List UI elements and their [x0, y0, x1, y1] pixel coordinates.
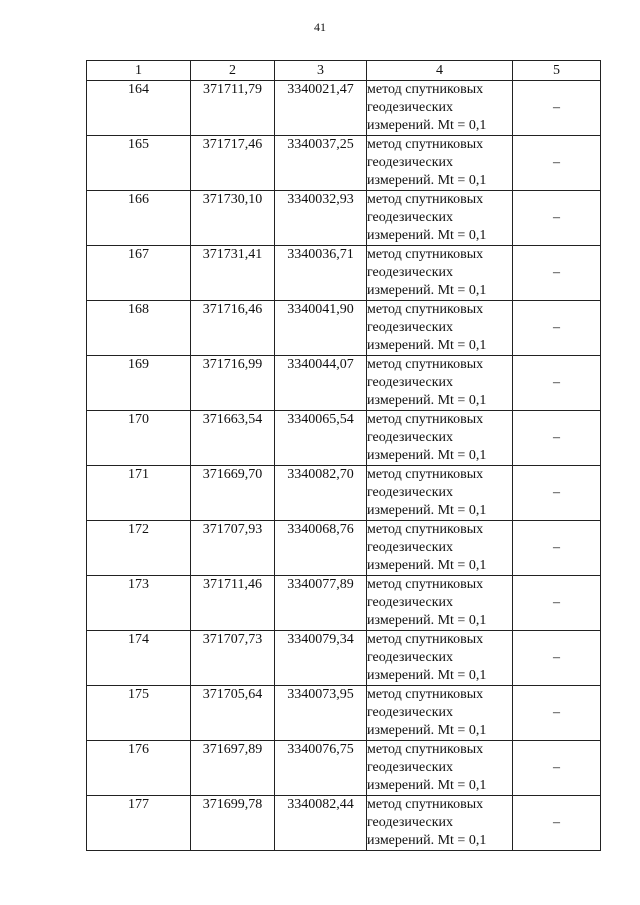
table-row — [87, 136, 601, 191]
point-number-cell: 177 — [87, 796, 191, 851]
method-cell: метод спутниковых геодезических измерений. Mt = 0,1 — [367, 631, 513, 686]
column-5-cell: – — [513, 411, 601, 466]
method-cell: метод спутниковых геодезических измерений. Mt = 0,1 — [367, 686, 513, 741]
point-number-cell: 171 — [87, 466, 191, 521]
x-coordinate-cell: 371731,41 — [191, 246, 275, 301]
column-header: 4 — [367, 61, 513, 81]
y-coordinate-cell: 3340068,76 — [275, 521, 367, 576]
table-row — [87, 576, 601, 631]
method-cell: метод спутниковых геодезических измерений. Mt = 0,1 — [367, 796, 513, 851]
x-coordinate-cell: 371705,64 — [191, 686, 275, 741]
x-coordinate-cell: 371711,79 — [191, 81, 275, 136]
table-row — [87, 81, 601, 136]
y-coordinate-cell: 3340044,07 — [275, 356, 367, 411]
point-number-cell: 169 — [87, 356, 191, 411]
page-number: 41 — [314, 20, 326, 34]
point-number-cell: 174 — [87, 631, 191, 686]
y-coordinate-cell: 3340082,44 — [275, 796, 367, 851]
table-row — [87, 521, 601, 576]
table-row — [87, 466, 601, 521]
column-5-cell: – — [513, 246, 601, 301]
table-body — [87, 81, 601, 851]
method-cell: метод спутниковых геодезических измерений. Mt = 0,1 — [367, 521, 513, 576]
column-5-cell: – — [513, 521, 601, 576]
x-coordinate-cell: 371697,89 — [191, 741, 275, 796]
table-row — [87, 686, 601, 741]
column-header: 3 — [275, 61, 367, 81]
point-number-cell: 165 — [87, 136, 191, 191]
method-cell: метод спутниковых геодезических измерений. Mt = 0,1 — [367, 191, 513, 246]
y-coordinate-cell: 3340076,75 — [275, 741, 367, 796]
x-coordinate-cell: 371716,99 — [191, 356, 275, 411]
table-row — [87, 356, 601, 411]
table-header-row — [87, 61, 601, 81]
x-coordinate-cell: 371717,46 — [191, 136, 275, 191]
column-5-cell: – — [513, 356, 601, 411]
column-5-cell: – — [513, 686, 601, 741]
y-coordinate-cell: 3340082,70 — [275, 466, 367, 521]
point-number-cell: 164 — [87, 81, 191, 136]
y-coordinate-cell: 3340073,95 — [275, 686, 367, 741]
x-coordinate-cell: 371669,70 — [191, 466, 275, 521]
column-5-cell: – — [513, 466, 601, 521]
point-number-cell: 167 — [87, 246, 191, 301]
column-5-cell: – — [513, 191, 601, 246]
method-cell: метод спутниковых геодезических измерений. Mt = 0,1 — [367, 411, 513, 466]
table-row — [87, 246, 601, 301]
coordinates-table — [86, 60, 601, 851]
column-5-cell: – — [513, 81, 601, 136]
column-header: 5 — [513, 61, 601, 81]
method-cell: метод спутниковых геодезических измерений. Mt = 0,1 — [367, 136, 513, 191]
x-coordinate-cell: 371707,93 — [191, 521, 275, 576]
column-5-cell: – — [513, 136, 601, 191]
table-row — [87, 796, 601, 851]
y-coordinate-cell: 3340079,34 — [275, 631, 367, 686]
method-cell: метод спутниковых геодезических измерений. Mt = 0,1 — [367, 246, 513, 301]
column-5-cell: – — [513, 741, 601, 796]
table-row — [87, 301, 601, 356]
table-row — [87, 631, 601, 686]
point-number-cell: 176 — [87, 741, 191, 796]
table-row — [87, 411, 601, 466]
point-number-cell: 173 — [87, 576, 191, 631]
y-coordinate-cell: 3340041,90 — [275, 301, 367, 356]
method-cell: метод спутниковых геодезических измерений. Mt = 0,1 — [367, 301, 513, 356]
method-cell: метод спутниковых геодезических измерений. Mt = 0,1 — [367, 741, 513, 796]
method-cell: метод спутниковых геодезических измерений. Mt = 0,1 — [367, 576, 513, 631]
y-coordinate-cell: 3340032,93 — [275, 191, 367, 246]
table-row — [87, 741, 601, 796]
y-coordinate-cell: 3340065,54 — [275, 411, 367, 466]
x-coordinate-cell: 371730,10 — [191, 191, 275, 246]
method-cell: метод спутниковых геодезических измерений. Mt = 0,1 — [367, 466, 513, 521]
x-coordinate-cell: 371663,54 — [191, 411, 275, 466]
point-number-cell: 175 — [87, 686, 191, 741]
point-number-cell: 166 — [87, 191, 191, 246]
column-5-cell: – — [513, 301, 601, 356]
x-coordinate-cell: 371699,78 — [191, 796, 275, 851]
point-number-cell: 172 — [87, 521, 191, 576]
x-coordinate-cell: 371707,73 — [191, 631, 275, 686]
method-cell: метод спутниковых геодезических измерений. Mt = 0,1 — [367, 81, 513, 136]
y-coordinate-cell: 3340036,71 — [275, 246, 367, 301]
point-number-cell: 168 — [87, 301, 191, 356]
table-row — [87, 191, 601, 246]
column-header: 1 — [87, 61, 191, 81]
column-5-cell: – — [513, 631, 601, 686]
method-cell: метод спутниковых геодезических измерений. Mt = 0,1 — [367, 356, 513, 411]
y-coordinate-cell: 3340077,89 — [275, 576, 367, 631]
point-number-cell: 170 — [87, 411, 191, 466]
column-header: 2 — [191, 61, 275, 81]
y-coordinate-cell: 3340037,25 — [275, 136, 367, 191]
y-coordinate-cell: 3340021,47 — [275, 81, 367, 136]
column-5-cell: – — [513, 576, 601, 631]
column-5-cell: – — [513, 796, 601, 851]
x-coordinate-cell: 371716,46 — [191, 301, 275, 356]
x-coordinate-cell: 371711,46 — [191, 576, 275, 631]
